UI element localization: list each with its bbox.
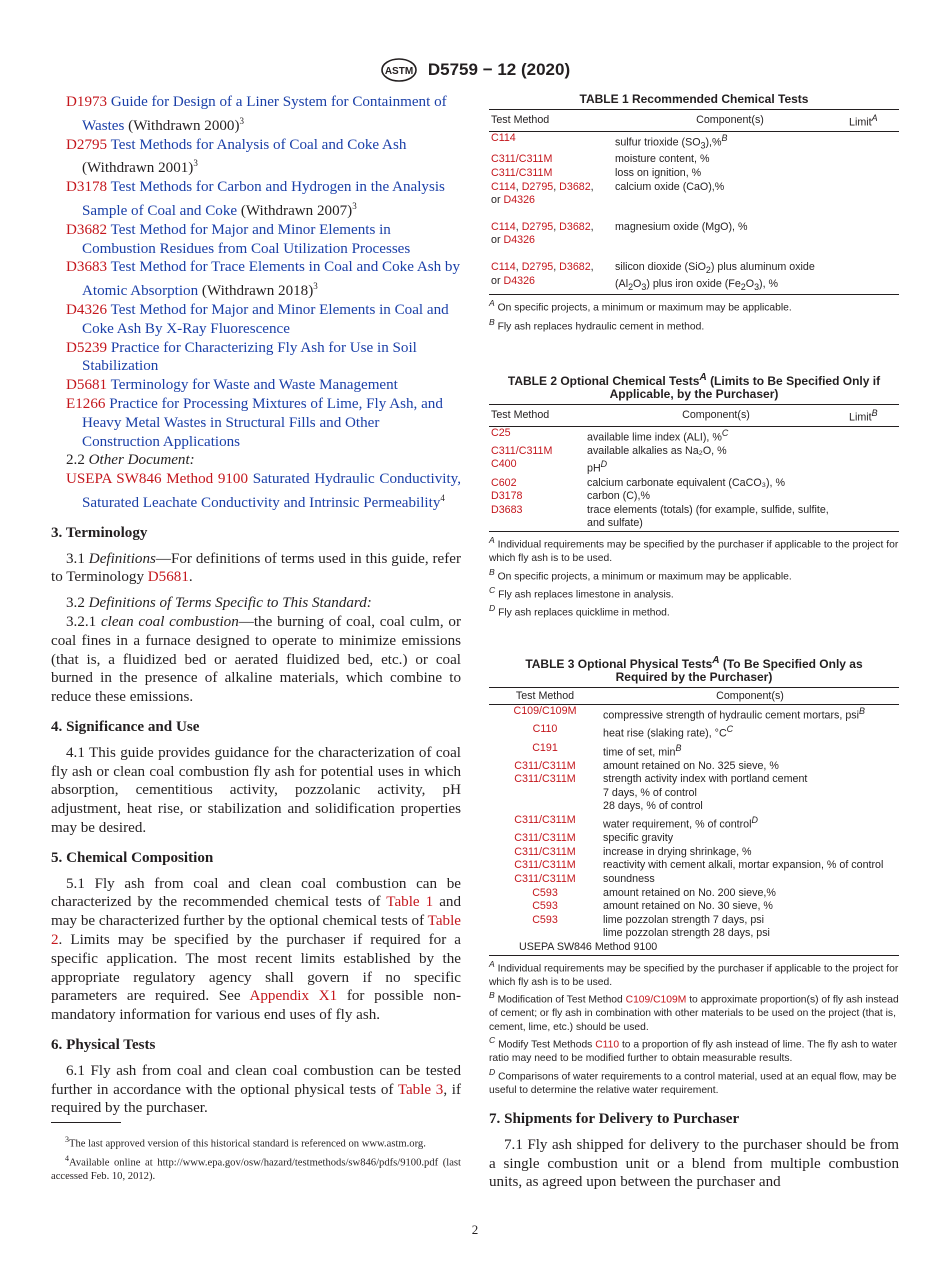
table-2-caption: TABLE 2 Optional Chemical Tests$^A$ (Limits to Be Specified Only if Applicable, by the Purchaser) (507, 371, 881, 401)
table-row: 28 days, % of control (603, 800, 703, 813)
table-3-caption: TABLE 3 Optional Physical Tests$^A$ (To Be Specified Only as Required by the Purchaser) (525, 654, 863, 684)
table-1 (489, 109, 899, 295)
table-row: C311/C311M strength activity index with portland cement (514, 773, 808, 786)
link-appendix-x1[interactable]: Appendix X1 (249, 988, 338, 1005)
footnote-4: $^4$Available online at http://www.epa.gov/osw/hazard/testmethods/sw846/pdfs/9100.pdf (last accessed Feb. 10, 2012). (51, 1153, 461, 1183)
table-row: C311/C311M amount retained on No. 325 sieve, % (514, 759, 779, 772)
table-row: D3178 carbon (C),% (491, 490, 650, 503)
table-row: C109/C109M compressive strength of hydraulic cement mortars, psi$^B$ (513, 705, 865, 722)
table-row: 7 days, % of control (603, 786, 697, 799)
ref-item[interactable]: E1266 Practice for Processing Mixtures of Lime, Fly Ash, and Heavy Metal Wastes in Structural Fills and Other Construction Applications (66, 396, 443, 450)
ref-item[interactable]: D3683 Test Method for Trace Elements in Coal and Coke Ash by Atomic Absorption (Withdrawn 2018)$^3$ (66, 259, 461, 300)
para-3-2-1: 3.2.1 clean coal combustion—the burning of coal, coal culm, or coal fines in a furnace designed to operate to minimize emissions (that is, a fluidized bed or aerated fluidized bed, etc.) or coal burned in the presence of alkaline materials, which combine to reduce these emissions. (51, 614, 461, 706)
table-row: C114, D2795, D3682, or D4326 silicon dioxide (SiO$_2$) plus aluminum oxide $(Al_2O_3)$ plus iron oxide $(Fe_2O_3)$, % (489, 261, 899, 295)
right-column (489, 93, 899, 1098)
standard-designation: D5759 − 12 (2020) (427, 60, 571, 79)
table-row: C25 available lime index (ALI), %$^C$ (491, 426, 729, 444)
astm-logo-icon (380, 57, 418, 83)
section-6-heading: 6. Physical Tests (51, 1037, 156, 1054)
table-3 (489, 687, 899, 956)
table-row: C593 lime pozzolan strength 7 days, psi (532, 913, 764, 926)
table-3-notes: $^A$ Individual requirements may be specified by the purchaser if applicable to the project for which fly ash is to be used. $^B$ Modification of Test Method C109/C109M to approximate proportion(s) of fly ash instead of cement; or fly ash in combination with other materials to be used on the project (that is, cement, lime, etc.) should be used. $^C$ Modify Test Methods C110 to a proportion of fly ash instead of lime. The fly ash to water ratio may need to be modified further to obtain measurable results. $^D$ Comparisons of water requirements to a control material, used at an equal flow, may be useful to determine the relative water requirement. (489, 958, 899, 1096)
section-7 (489, 1110, 899, 1192)
table-header: Test Method (489, 687, 601, 705)
table-row: lime pozzolan strength 28 days, psi (603, 927, 770, 940)
para-7-1: 7.1 Fly ash shipped for delivery to the purchaser should be from a single combustion unit or a blend from multiple combustion units, as agreed upon between the purchaser and (489, 1136, 899, 1191)
table-header: Component(s) (601, 687, 899, 705)
ref-item-other[interactable]: USEPA SW846 Method 9100 Saturated Hydraulic Conductivity, Saturated Leachate Conductivity and Intrinsic Permeability$^4$ (66, 471, 461, 512)
table-row: C593 amount retained on No. 30 sieve, % (532, 900, 773, 913)
section-5-heading: 5. Chemical Composition (51, 849, 214, 866)
table-row: C311/C311M specific gravity (514, 832, 674, 845)
ref-item[interactable]: D4326 Test Method for Major and Minor Elements in Coal and Coke Ash By X-Ray Fluorescence (66, 302, 449, 337)
table-row (489, 208, 899, 221)
ref-item[interactable]: D1973 Guide for Design of a Liner System for Containment of Wastes (Withdrawn 2000)$^3$ (66, 94, 447, 134)
referenced-documents-list (51, 93, 461, 513)
other-document-heading: 2.2 Other Document: (66, 452, 195, 469)
table-row: C110 heat rise (slaking rate), $^\circ C^C$ (532, 723, 734, 740)
left-column (51, 93, 461, 1118)
ref-item[interactable]: D5681 Terminology for Waste and Waste Management (66, 377, 398, 394)
table-1-notes: $^A$ On specific projects, a minimum or maximum may be applicable. $^B$ Fly ash replaces hydraulic cement in method. (489, 298, 792, 332)
ref-item[interactable]: D3682 Test Method for Major and Minor Elements in Combustion Residues from Coal Utilization Processes (66, 221, 411, 257)
ref-code: D1973 (66, 94, 108, 110)
method-link[interactable]: C114 (491, 132, 516, 145)
para-5-1: 5.1 Fly ash from coal and clean coal combustion can be characterized by the recommended chemical tests of Table 1 and may be characterized further by the optional chemical tests of Table 2. Limits may be specified by the purchaser if required for a specific application. The most recent limits established by the appropriate regulatory agency shall govern if no specific parameters are required. See Appendix X1 for possible non-mandatory information for various end uses of fly ash. (51, 875, 461, 1024)
section-3-heading: 3. Terminology (51, 524, 148, 541)
para-3-2: 3.2 Definitions of Terms Specific to This Standard: (66, 595, 372, 612)
page-number: 2 (471, 1222, 479, 1237)
ref-note: (Withdrawn 2000) (128, 117, 240, 134)
astm-logo-text: ASTM (384, 66, 414, 77)
link-d5681[interactable]: D5681 (147, 569, 189, 586)
table-row: C114 sulfur trioxide $(SO_3),\%^B$ (491, 132, 728, 151)
table-row: C311/C311M water requirement, % of control$^D$ (514, 814, 758, 831)
footnote-rule (51, 1122, 121, 1123)
ref-item[interactable]: D3178 Test Methods for Carbon and Hydrogen in the Analysis Sample of Coal and Coke (Withdrawn 2007)$^3$ (66, 179, 445, 220)
table-row: C311/C311M loss on ignition, % (491, 167, 702, 180)
ref-item[interactable]: D5239 Practice for Characterizing Fly Ash for Use in Soil Stabilization (66, 339, 417, 375)
section-7-heading: 7. Shipments for Delivery to Purchaser (489, 1111, 740, 1127)
table-2-notes: $^A$ Individual requirements may be specified by the purchaser if applicable to the project for which fly ash is to be used. $^B$ On specific projects, a minimum or maximum may be applicable. $^C$ Fly ash replaces limestone in analysis. $^D$ Fly ash replaces quicklime in method. (489, 534, 899, 619)
table-row: C311/C311M available alkalies as Na₂O, % (491, 444, 727, 457)
table-header: Limit$^B$ (847, 404, 899, 426)
table-2 (489, 404, 899, 532)
link-c110[interactable]: C110 (595, 1039, 620, 1051)
ref-item[interactable]: D2795 Test Methods for Analysis of Coal and Coke Ash (Withdrawn 2001)$^3$ (66, 136, 407, 177)
table-row: USEPA SW846 Method 9100 (489, 941, 899, 955)
section-4-heading: 4. Significance and Use (51, 719, 200, 736)
para-3-1: 3.1 Definitions—For definitions of terms used in this guide, refer to Terminology D5681. (51, 550, 461, 586)
table-row: C602 calcium carbonate equivalent (CaCO₃), % (491, 476, 786, 489)
page-header (0, 57, 950, 83)
table-row: C400 $pH^D$ (491, 458, 608, 475)
link-table-3[interactable]: Table 3 (397, 1081, 444, 1098)
table-row: C311/C311M reactivity with cement alkali, mortar expansion, % of control (514, 859, 884, 872)
table-header: Test Method (489, 110, 613, 132)
table-row: C311/C311M increase in drying shrinkage, % (514, 845, 752, 858)
table-1-caption: TABLE 1 Recommended Chemical Tests (579, 92, 809, 106)
table-row (489, 248, 899, 261)
para-4-1: 4.1 This guide provides guidance for the characterization of coal fly ash or clean coal combustion fly ash for potential uses in which absorption, cementitious activity, pozzolanic activity, pH adjustment, heat rise, or stabilization and solidification properties may be desired. (51, 744, 461, 837)
table-row: C114, D2795, D3682, or D4326 magnesium oxide (MgO), % (491, 220, 748, 247)
link-table-2[interactable]: Table 2 (51, 913, 461, 949)
footnote-3: $^3$The last approved version of this historical standard is referenced on www.astm.org. (65, 1135, 426, 1150)
table-row: D3683 trace elements (totals) (for example, sulfide, sulfite, and sulfate) (489, 504, 899, 532)
table-row: C114, D2795, D3682, or D4326 calcium oxide (CaO),% (491, 180, 725, 207)
table-header: Component(s) (613, 110, 847, 132)
table-header: Limit$^A$ (847, 110, 899, 132)
table-row: C191 time of set, $\min^B$ (532, 741, 682, 759)
table-row: C311/C311M soundness (514, 872, 655, 885)
link-table-1[interactable]: Table 1 (386, 894, 434, 911)
footnotes (51, 1122, 461, 1184)
ref-title: Guide for Design of a Liner System for Containment of Wastes (82, 94, 447, 134)
table-row: C593 amount retained on No. 200 sieve,% (532, 886, 776, 899)
table-row: C311/C311M moisture content, % (491, 153, 710, 166)
table-header: Test Method (489, 404, 585, 426)
link-c109[interactable]: C109/C109M (625, 994, 687, 1006)
para-6-1: 6.1 Fly ash from coal and clean coal combustion can be tested further in accordance with the optional physical tests of Table 3, if required by the purchaser. (51, 1062, 461, 1117)
table-header: Component(s) (585, 404, 847, 426)
